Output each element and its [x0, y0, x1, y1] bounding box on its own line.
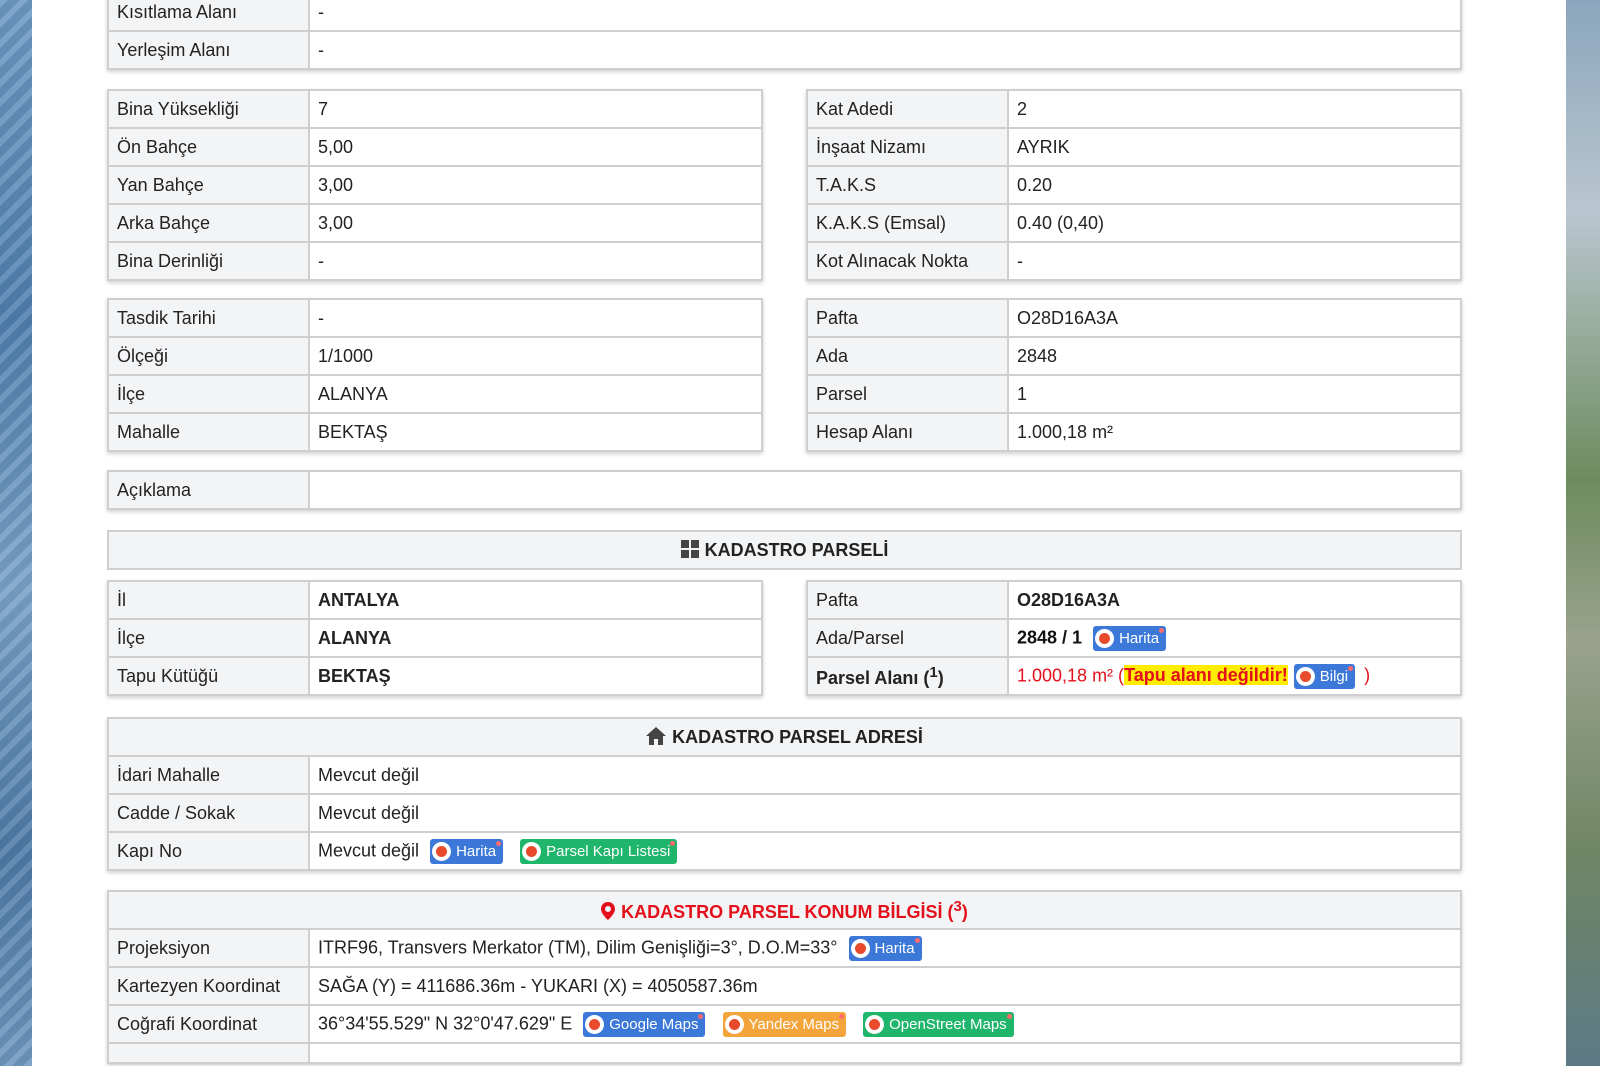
table-row [807, 337, 1461, 375]
table-row [108, 657, 762, 695]
row-key: Ada/Parsel [807, 619, 1008, 657]
table-row [807, 166, 1461, 204]
table-row [108, 128, 762, 166]
list-icon [522, 842, 541, 861]
table-row [108, 581, 762, 619]
row-value: - [309, 0, 1461, 31]
adres-section-title [108, 718, 1461, 756]
home-icon [646, 727, 666, 745]
table-row [108, 413, 762, 451]
row-key: Pafta [807, 581, 1008, 619]
row-key: İlçe [108, 619, 309, 657]
map-pin-icon [1095, 629, 1114, 648]
row-value: - [309, 299, 762, 337]
row-value: 1/1000 [309, 337, 762, 375]
table-row [807, 413, 1461, 451]
map-pin-icon [851, 939, 870, 958]
row-value: 5,00 [309, 128, 762, 166]
ada-parsel-cell [1008, 619, 1461, 657]
building-left-table [107, 89, 763, 281]
row-value: ALANYA [309, 619, 762, 657]
grid-icon [681, 540, 699, 558]
parsel-alani-value: 1.000,18 m² ( [1017, 664, 1125, 685]
row-key: Kat Adedi [807, 90, 1008, 128]
row-key: Parsel [807, 375, 1008, 413]
table-row [108, 891, 1461, 929]
harita-button[interactable] [430, 839, 503, 864]
row-key: Bina Derinliği [108, 242, 309, 280]
row-key: İnşaat Nizamı [807, 128, 1008, 166]
harita-label: Harita [874, 939, 915, 957]
yandex-maps-label: Yandex Maps [748, 1015, 840, 1033]
row-value: ALANYA [309, 375, 762, 413]
row-value: AYRIK [1008, 128, 1461, 166]
table-row [108, 90, 762, 128]
row-key: Ölçeği [108, 337, 309, 375]
parsel-alani-close: ) [1364, 664, 1371, 685]
row-key: Kartezyen Koordinat [108, 967, 309, 1005]
harita-button[interactable] [1093, 626, 1166, 651]
row-value: ANTALYA [309, 581, 762, 619]
table-row [108, 1005, 1461, 1043]
openstreet-maps-label: OpenStreet Maps [889, 1015, 1007, 1033]
row-value: 0.40 (0,40) [1008, 204, 1461, 242]
kadastro-left-table [107, 580, 763, 696]
table-row [807, 619, 1461, 657]
row-key: Bina Yüksekliği [108, 90, 309, 128]
projeksiyon-cell [309, 929, 1461, 967]
description-table [107, 470, 1462, 510]
row-key: Hesap Alanı [807, 413, 1008, 451]
table-row [807, 299, 1461, 337]
kadastro-section-title [108, 531, 1461, 569]
table-row [108, 337, 762, 375]
row-value: BEKTAŞ [309, 413, 762, 451]
bilgi-label: Bilgi [1319, 667, 1349, 685]
row-key: Yerleşim Alanı [108, 31, 309, 69]
table-row [108, 375, 762, 413]
parcel-info-page [32, 0, 1566, 1066]
building-right-table [806, 89, 1462, 281]
ada-parsel-value: 2848 / 1 [1017, 626, 1083, 647]
plan-left-table [107, 298, 763, 452]
row-key: Tasdik Tarihi [108, 299, 309, 337]
table-row [108, 471, 1461, 509]
row-key: K.A.K.S (Emsal) [807, 204, 1008, 242]
row-key: Kısıtlama Alanı [108, 0, 309, 31]
row-value: - [309, 242, 762, 280]
row-key: İlçe [108, 375, 309, 413]
row-key: Ada [807, 337, 1008, 375]
table-row [108, 299, 762, 337]
table-row [807, 90, 1461, 128]
row-key: Kot Alınacak Nokta [807, 242, 1008, 280]
background-map-left [0, 0, 32, 1066]
kapi-no-value: Mevcut değil [318, 839, 420, 860]
harita-label: Harita [1119, 629, 1160, 647]
table-row [807, 375, 1461, 413]
row-key: Kapı No [108, 832, 309, 870]
plan-right-table [806, 298, 1462, 452]
google-maps-label: Google Maps [609, 1015, 699, 1033]
table-row [807, 128, 1461, 166]
row-value: Mevcut değil [309, 794, 1461, 832]
table-row [108, 929, 1461, 967]
row-value: 7 [309, 90, 762, 128]
row-key: İdari Mahalle [108, 756, 309, 794]
parsel-alani-cell [1008, 657, 1461, 695]
kapi-listesi-label: Parsel Kapı Listesi [546, 842, 671, 860]
table-row [108, 1043, 1461, 1063]
table-row [108, 0, 1461, 31]
row-key: Cadde / Sokak [108, 794, 309, 832]
row-value: 2 [1008, 90, 1461, 128]
google-maps-button[interactable] [583, 1012, 705, 1037]
table-row [108, 31, 1461, 69]
row-value: 3,00 [309, 166, 762, 204]
map-pin-icon [865, 1015, 884, 1034]
restriction-table [107, 0, 1462, 70]
table-row [108, 531, 1461, 569]
row-value: 2848 [1008, 337, 1461, 375]
konum-section-title: KADASTRO PARSEL KONUM BİLGİSİ ($^3$) [108, 891, 1461, 929]
row-value: BEKTAŞ [309, 657, 762, 695]
kartezyen-value: SAĞA (Y) = 411686.36m - YUKARI (X) = 4050587.36m [309, 967, 1461, 1005]
row-value: O28D16A3A [1008, 299, 1461, 337]
table-row [108, 794, 1461, 832]
map-pin-icon [725, 1015, 744, 1034]
projeksiyon-value: ITRF96, Transvers Merkator (TM), Dilim Genişliği=3°, D.O.M=33° [318, 936, 838, 957]
row-value: 0.20 [1008, 166, 1461, 204]
table-row [108, 242, 762, 280]
table-row [807, 657, 1461, 695]
bilgi-button[interactable] [1294, 664, 1355, 689]
table-row [108, 967, 1461, 1005]
info-icon [1296, 667, 1315, 686]
table-row [108, 166, 762, 204]
map-marker-icon [601, 902, 615, 920]
openstreet-maps-button[interactable] [863, 1012, 1014, 1037]
yandex-maps-button[interactable] [723, 1012, 847, 1037]
cografi-value: 36°34'55.529" N 32°0'47.629" E [318, 1012, 573, 1033]
row-value: 1.000,18 m² [1008, 413, 1461, 451]
row-key: Coğrafi Koordinat [108, 1005, 309, 1043]
harita-label: Harita [456, 842, 497, 860]
adres-table [107, 717, 1462, 871]
row-value: 3,00 [309, 204, 762, 242]
row-key: Arka Bahçe [108, 204, 309, 242]
map-pin-icon [585, 1015, 604, 1034]
konum-table [107, 890, 1462, 1064]
row-key: Açıklama [108, 471, 309, 509]
parsel-alani-key: Parsel Alanı ($^1$) [807, 657, 1008, 695]
tapu-warning: Tapu alanı değildir! [1124, 664, 1288, 685]
description-value [309, 471, 1461, 509]
harita-button[interactable] [849, 936, 922, 961]
row-key: Ön Bahçe [108, 128, 309, 166]
row-value: - [1008, 242, 1461, 280]
background-map-right [1566, 0, 1600, 1066]
table-row [108, 832, 1461, 870]
row-key: Mahalle [108, 413, 309, 451]
table-row [108, 619, 762, 657]
kadastro-right-table [806, 580, 1462, 696]
map-pin-icon [432, 842, 451, 861]
row-key: İl [108, 581, 309, 619]
row-key: T.A.K.S [807, 166, 1008, 204]
table-row [807, 581, 1461, 619]
pafta-value: O28D16A3A [1008, 581, 1461, 619]
row-value: - [309, 31, 1461, 69]
kadastro-header-table [107, 530, 1462, 570]
table-row [108, 718, 1461, 756]
table-row [108, 756, 1461, 794]
table-row [807, 204, 1461, 242]
row-key: Tapu Kütüğü [108, 657, 309, 695]
parsel-kapi-listesi-button[interactable] [520, 839, 677, 864]
row-key: Yan Bahçe [108, 166, 309, 204]
adres-title-text: KADASTRO PARSEL ADRESİ [672, 726, 923, 747]
row-key: Pafta [807, 299, 1008, 337]
table-row [807, 242, 1461, 280]
kapi-no-cell [309, 832, 1461, 870]
row-value: Mevcut değil [309, 756, 1461, 794]
row-key: Projeksiyon [108, 929, 309, 967]
kadastro-title-text: KADASTRO PARSELİ [704, 539, 889, 560]
row-value: 1 [1008, 375, 1461, 413]
cografi-cell [309, 1005, 1461, 1043]
table-row [108, 204, 762, 242]
